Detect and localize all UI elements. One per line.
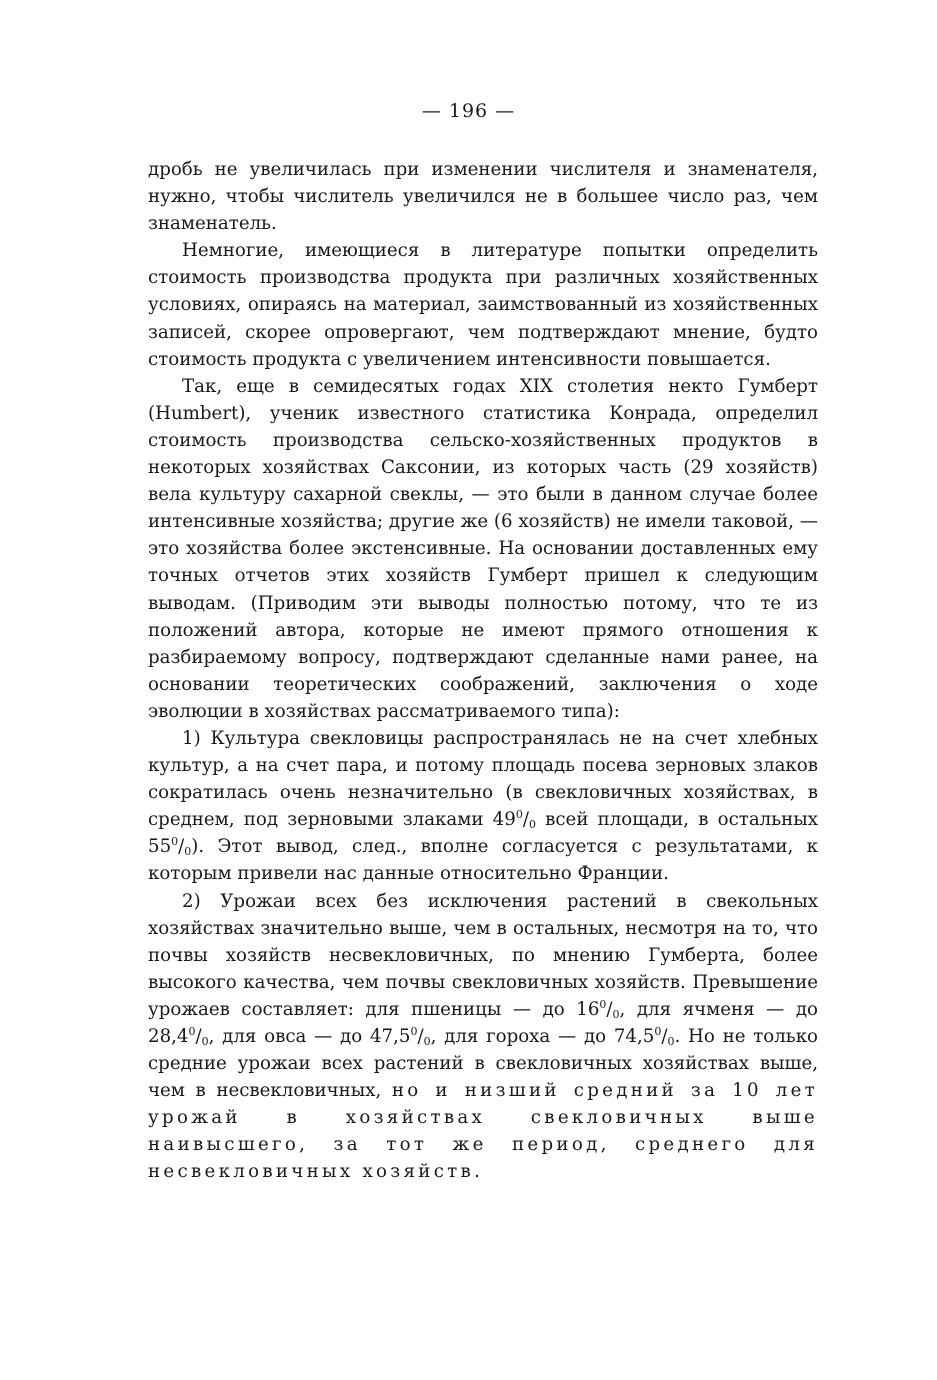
paragraph-4: 1) Культура свекловицы распространялась не на счет хлебных культур, а на счет пара, и потому площадь посева зерновых злаков сократилась очень незначительно (в свекловичных хозяйствах, в среднем, под зерновыми злаками $49^0/_0$ всей площади, в остальных $55^0/_0$). Этот вывод, след., вполне согласуется с результатами, к которым привели нас данные относительно Франции. <box>148 727 818 885</box>
paragraph-5-part-b: , для ячменя — до 28,4 <box>148 998 818 1047</box>
percent-sup: 0 <box>171 835 179 849</box>
paragraph-4-part-a: 1) Культура свекловицы распространялась не на счет хлебных культур, а на счет пара, и потому площадь посева зерновых злаков сократилась очень незначительно (в свекловичных хозяйствах, в среднем, под зерновыми злаками 49 <box>148 727 818 831</box>
paragraph-5: 2) Урожаи всех без исключения растений в свекольных хозяйствах значительно выше, чем в остальных, несмотря на то, что почвы хозяйств несвекловичных, по мнению Гумберта, более высокого качества, чем почвы свекловичных хозяйств. Превышение урожаев составляет: для пшеницы — до $16^0/_0$, для ячменя — до $28,4^0/_0$, для овса — до $47,5^0/_0$, для гороха — до $74,5^0/_0$. Но не только средние урожаи всех растений в свекловичных хозяйствах выше, чем в несвекловичных, но и низший средний за 10 лет урожай в хозяйствах свекловичных выше наивысшего, за тот же период, среднего для несвекловичных хозяйств. <box>148 890 819 1183</box>
percent-sub: 0 <box>184 845 192 859</box>
percent-sub: 0 <box>612 1007 620 1021</box>
percent-sup: 0 <box>410 1025 418 1038</box>
paragraph-3: Так, еще в семидесятых годах XIX столетия некто Гумберт (Humbert), ученик известного статистика Конрада, определил стоимость производства сельско-хозяйственных продуктов в некоторых хозяйствах Саксонии, из которых часть (29 хозяйств) вела культуру сахарной свеклы, — это были в данном случае более интенсивные хозяйства; другие же (6 хозяйств) не имели таковой, — это хозяйства более экстенсивные. На основании доставленных ему точных отчетов этих хозяйств Гумберт пришел к следующим выводам. (Приводим эти выводы полностью потому, что те из положений автора, которые не имеют прямого отношения к разбираемому вопросу, подтверждают сделанные нами ранее, на основании теоретических соображений, заключения о ходе эволюции в хозяйствах рассматриваемого типа): <box>148 375 818 722</box>
percent-sub: 0 <box>528 818 536 832</box>
paragraph-5-part-a: 2) Урожаи всех без исключения растений в свекольных хозяйствах значительно выше, чем в остальных, несмотря на то, что почвы хозяйств несвекловичных, по мнению Гумберта, более высокого качества, чем почвы свекловичных хозяйств. Превышение урожаев составляет: для пшеницы — до 16 <box>148 890 818 1020</box>
paragraph-4-part-c: ). Этот вывод, след., вполне согласуется с результатами, к которым привели нас данные относительно Франции. <box>148 836 818 885</box>
paragraph-5-emphasis: но и низший средний за 10 лет урожай в хозяйствах свекловичных выше наивысшего, за тот же период, среднего для несвекловичных хозяйств. <box>148 1080 818 1183</box>
paragraph-1: дробь не увеличилась при изменении числителя и знаменателя, нужно, чтобы числитель увеличился не в большее число раз, чем знаменатель. <box>148 159 818 235</box>
percent-sub: 0 <box>667 1035 675 1048</box>
percent-sup: 0 <box>188 1025 196 1038</box>
percent-sup: 0 <box>654 1025 662 1038</box>
paragraph-4-part-b: всей площади, в остальных 55 <box>148 809 818 858</box>
percent-sub: 0 <box>423 1035 431 1048</box>
paragraph-5-part-d: , для гороха — до 74,5 <box>430 1026 655 1047</box>
paragraph-5-part-c: , для овса — до 47,5 <box>208 1026 411 1047</box>
body-text <box>148 156 818 1186</box>
paragraph-5-part-e: . Но не только средние урожаи всех растений в свекловичных хозяйствах выше, чем в несвекловичных, <box>148 1026 819 1102</box>
percent-sup: 0 <box>515 808 523 822</box>
page-number: — 196 — <box>421 100 516 122</box>
percent-sup: 0 <box>599 997 607 1011</box>
percent-sub: 0 <box>201 1035 209 1048</box>
paragraph-2: Немногие, имеющиеся в литературе попытки определить стоимость производства продукта при различных хозяйственных условиях, опираясь на материал, заимствованный из хозяйственных записей, скорее опровергают, чем подтверждают мнение, будто стоимость продукта с увеличением интенсивности повышается. <box>148 240 818 370</box>
